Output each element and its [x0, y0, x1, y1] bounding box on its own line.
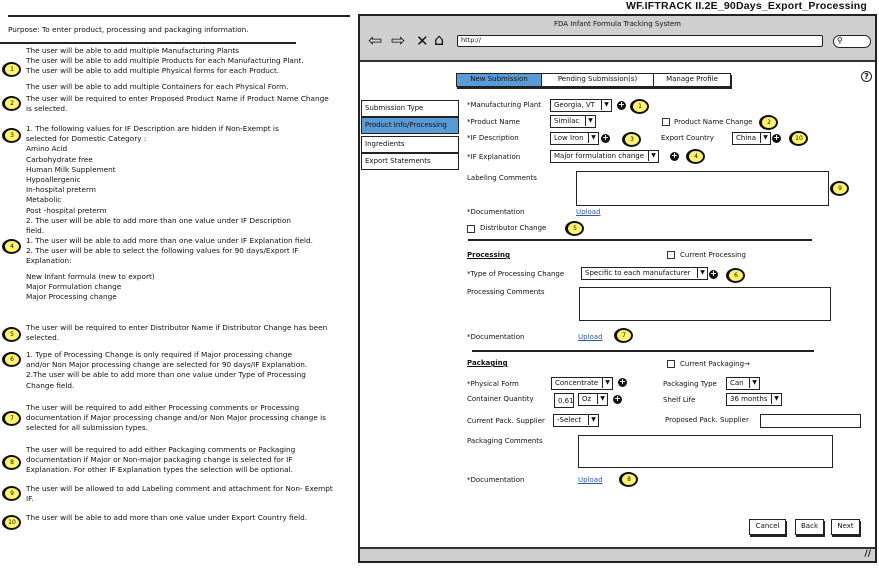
documentation-label: *Documentation: [467, 208, 525, 216]
add-physical-form-icon[interactable]: +: [619, 377, 626, 386]
note-line: In-hospital preterm: [26, 185, 96, 195]
note-line: The user will be able to add multiple Containers for each Physical Form.: [26, 81, 289, 91]
physical-form-select[interactable]: [551, 377, 613, 390]
note-badge-3: 3: [2, 128, 21, 143]
tab-new-submission[interactable]: New Submission: [456, 73, 542, 87]
note-line: The user will be required to enter Distributor Name if Distributor Change has been: [26, 323, 328, 332]
selected-value: Georgia, VT: [554, 101, 595, 109]
note-line: and/or Non Major processing change are selected for 90 days/IF Explanation.: [26, 360, 308, 370]
selected-value: Major formulation change: [554, 152, 645, 160]
annotation-badge-10: 10: [789, 131, 808, 146]
documentation-label: *Documentation: [467, 333, 525, 341]
note-line: Major Formulation change: [26, 281, 122, 291]
manufacturing-plant-label: *Manufacturing Plant: [467, 101, 542, 109]
note-line: The user will be required to add either Packaging comments or Packaging: [26, 445, 296, 454]
note-block: [26, 124, 348, 236]
annotation-badge-9: 9: [830, 181, 849, 196]
note-line: is selected.: [26, 104, 68, 114]
browser-title: FDA Infant Formula Tracking System: [554, 20, 681, 28]
current-packaging-label: Current Packaging→: [680, 360, 750, 368]
if-description-select[interactable]: [550, 132, 599, 145]
dropdown-arrow-icon: ▼: [588, 415, 598, 425]
selected-value: Specific to each manufacturer: [585, 269, 691, 277]
divider: [8, 15, 350, 17]
if-explanation-select[interactable]: [550, 150, 659, 163]
processing-comments-label: Processing Comments: [467, 288, 545, 296]
note-badge-2: 2: [2, 96, 21, 111]
sidebar-item-export-statements[interactable]: Export Statements: [361, 153, 459, 170]
processing-upload-link[interactable]: Upload: [578, 333, 603, 341]
packaging-upload-link[interactable]: Upload: [578, 476, 603, 484]
note-line: selected for all submission types.: [26, 423, 148, 433]
annotation-badge-7: 7: [614, 328, 633, 343]
dropdown-arrow-icon: ▼: [597, 394, 607, 404]
processing-header: Processing: [467, 251, 511, 259]
annotation-badge-4: 4: [686, 149, 705, 164]
note-badge-7: 7: [2, 411, 21, 426]
current-supplier-label: Current Pack. Supplier: [467, 417, 545, 425]
search-box[interactable]: [833, 35, 871, 48]
divider: [0, 42, 296, 44]
shelf-life-select[interactable]: [726, 393, 782, 406]
note-block: [26, 513, 348, 523]
annotation-badge-3: 3: [622, 132, 641, 147]
home-icon[interactable]: ⌂: [434, 30, 445, 49]
note-line: 2.The user will be able to add more than one value under Type of Processing: [26, 370, 306, 380]
note-line: field.: [26, 226, 45, 236]
dropdown-arrow-icon: ▼: [749, 378, 759, 388]
forward-arrow-icon[interactable]: ⇨: [391, 31, 406, 51]
note-line: selected.: [26, 333, 60, 343]
physical-form-label: *Physical Form: [467, 380, 519, 388]
annotation-badge-1: 1: [630, 99, 649, 114]
packaging-header: Packaging: [467, 359, 508, 367]
search-icon: ⚲: [837, 36, 843, 45]
note-badge-1: 1: [2, 62, 21, 77]
note-line: Metabolic: [26, 195, 62, 205]
note-line: Major Processing change: [26, 292, 117, 302]
note-line: Change field.: [26, 380, 75, 390]
labeling-upload-link[interactable]: Upload: [576, 208, 601, 216]
note-badge-8: 8: [2, 455, 21, 470]
dropdown-arrow-icon: ▼: [760, 133, 770, 143]
annotation-badge-8: 8: [619, 472, 638, 487]
documentation-label: *Documentation: [467, 476, 525, 484]
annotation-badge-2: 2: [759, 115, 778, 130]
purpose-text: Purpose: To enter product, processing and packaging information.: [8, 25, 249, 34]
tab-pending-submissions[interactable]: Pending Submission(s): [541, 73, 654, 87]
selected-value: Low Iron: [554, 134, 584, 142]
note-line: Explanation:: [26, 256, 72, 266]
if-explanation-label: *IF Explanation: [467, 153, 521, 161]
proposed-supplier-input[interactable]: [760, 414, 861, 428]
note-badge-4: 4: [2, 239, 21, 254]
note-line: selected for Domestic Category :: [26, 134, 147, 144]
export-country-select[interactable]: [732, 132, 771, 145]
resize-grip-icon[interactable]: //: [864, 549, 871, 559]
note-line: Hypoallergenic: [26, 175, 81, 185]
container-quantity-input[interactable]: 0.61: [554, 393, 574, 408]
distributor-change-label: Distributor Change: [480, 224, 547, 232]
container-unit-select[interactable]: [578, 393, 608, 406]
proposed-supplier-label: Proposed Pack. Supplier: [665, 416, 749, 424]
selected-value: Oz: [582, 395, 592, 403]
labeling-comments-textarea[interactable]: [576, 171, 829, 206]
note-line: 2. The user will be able to select the following values for 90 days/Export IF: [26, 246, 299, 256]
note-line: 1. The following values for IF Description are hidden if Non-Exempt is: [26, 124, 279, 133]
note-line: IF.: [26, 494, 34, 504]
note-line: The user will be able to add more than one value under Export Country field.: [26, 513, 308, 522]
note-badge-6: 6: [2, 352, 21, 367]
packaging-type-label: Packaging Type: [663, 380, 717, 388]
note-block: [26, 484, 348, 504]
note-block: [26, 236, 348, 302]
note-line: The user will be able to add multiple Manufacturing Plants: [26, 46, 240, 55]
sidebar-item-ingredients[interactable]: Ingredients: [361, 136, 459, 153]
note-block: [26, 445, 348, 476]
note-line: Carbohydrate free: [26, 154, 93, 164]
note-block: [26, 350, 348, 391]
divider: [472, 350, 814, 352]
if-description-label: *IF Description: [467, 134, 519, 142]
labeling-comments-label: Labeling Comments: [467, 174, 537, 182]
browser-chrome: [360, 16, 875, 62]
note-line: Human Milk Supplement: [26, 164, 116, 174]
product-name-label: *Product Name: [467, 118, 520, 126]
product-name-select[interactable]: [550, 115, 596, 128]
distributor-change-checkbox[interactable]: [467, 225, 475, 233]
sidebar-item-product-info[interactable]: Product Info/Processing: [361, 117, 459, 134]
current-processing-checkbox[interactable]: [667, 251, 675, 259]
add-if-description-icon[interactable]: +: [602, 133, 609, 142]
processing-comments-textarea[interactable]: [579, 287, 831, 321]
note-badge-5: 5: [2, 327, 21, 342]
shelf-life-label: Shelf Life: [663, 396, 696, 404]
note-line: Amino Acid: [26, 144, 68, 154]
selected-value: 36 months: [730, 395, 768, 403]
product-name-change-checkbox[interactable]: [662, 118, 670, 126]
manufacturing-plant-select[interactable]: [550, 99, 612, 112]
next-button[interactable]: Next: [831, 519, 860, 535]
divider: [468, 239, 812, 241]
selected-value: China: [736, 134, 756, 142]
add-export-country-icon[interactable]: +: [773, 133, 780, 142]
url-bar[interactable]: http://: [457, 35, 823, 47]
stop-icon[interactable]: ✕: [416, 32, 429, 50]
note-line: 1. Type of Processing Change is only required if Major processing change: [26, 350, 293, 359]
add-if-explanation-icon[interactable]: +: [671, 151, 678, 160]
note-line: 2. The user will be able to add more than one value under IF Description: [26, 215, 292, 225]
type-processing-select[interactable]: [581, 267, 708, 280]
back-button[interactable]: Back: [795, 519, 824, 535]
product-name-change-label: Product Name Change: [674, 118, 753, 126]
note-line: The user will be able to add multiple Physical forms for each Product.: [26, 66, 280, 76]
add-processing-type-icon[interactable]: +: [710, 269, 717, 278]
cancel-button[interactable]: Cancel: [749, 519, 786, 535]
help-icon[interactable]: ?: [861, 71, 872, 82]
container-quantity-label: Container Quantity: [467, 395, 534, 403]
note-badge-10: 10: [2, 515, 21, 530]
dropdown-arrow-icon: ▼: [771, 394, 781, 404]
selected-value: Concentrate: [555, 379, 599, 387]
selected-value: Can: [730, 379, 744, 387]
back-arrow-icon[interactable]: ⇦: [368, 31, 383, 51]
tab-manage-profile[interactable]: Manage Profile: [653, 73, 731, 87]
note-block: [26, 403, 348, 434]
selected-value: -Select: [557, 416, 582, 424]
dropdown-arrow-icon: ▼: [585, 116, 595, 126]
note-line: New Infant formula (new to export): [26, 271, 155, 281]
current-processing-label: Current Processing: [680, 251, 746, 259]
sidebar-item-submission-type[interactable]: Submission Type: [361, 100, 459, 117]
note-line: Explanation. For other IF Explanation types the selection will be optional.: [26, 465, 293, 475]
annotation-badge-5: 5: [565, 221, 584, 236]
note-badge-9: 9: [2, 486, 21, 501]
document-title: WF.IFTRACK II.2E_90Days_Export_Processing: [625, 0, 867, 12]
type-processing-label: *Type of Processing Change: [467, 270, 565, 278]
dropdown-arrow-icon: ▼: [697, 268, 707, 278]
dropdown-arrow-icon: ▼: [588, 133, 598, 143]
note-line: The user will be required to add either Processing comments or Processing: [26, 403, 300, 412]
packaging-comments-textarea[interactable]: [578, 435, 833, 468]
dropdown-arrow-icon: ▼: [602, 378, 612, 388]
note-line: 1. The user will be able to add more than one value under IF Explanation field.: [26, 236, 314, 245]
add-plant-icon[interactable]: +: [618, 100, 625, 109]
add-container-icon[interactable]: +: [614, 394, 621, 403]
note-line: The user will be able to add multiple Products for each Manufacturing Plant.: [26, 56, 304, 66]
current-packaging-checkbox[interactable]: [667, 360, 675, 368]
note-line: documentation if Major processing change and/or Non Major processing change is: [26, 413, 326, 423]
annotation-badge-6: 6: [726, 268, 745, 283]
export-country-label: Export Country: [661, 134, 714, 142]
selected-value: Similac: [554, 117, 580, 125]
packaging-comments-label: Packaging Comments: [467, 437, 543, 445]
status-bar: [360, 547, 875, 561]
note-block: [26, 94, 348, 114]
packaging-type-select[interactable]: [726, 377, 760, 390]
dropdown-arrow-icon: ▼: [648, 151, 658, 161]
note-line: The user will be required to enter Proposed Product Name if Product Name Change: [26, 94, 329, 103]
note-line: documentation if Major or Non-major packaging change is selected for IF: [26, 455, 293, 465]
note-line: Post -hospital preterm: [26, 205, 107, 215]
note-block: [26, 323, 348, 343]
current-supplier-select[interactable]: [553, 414, 599, 427]
note-block: [26, 46, 348, 92]
note-line: The user will be allowed to add Labeling comment and attachment for Non- Exempt: [26, 484, 333, 493]
dropdown-arrow-icon: ▼: [601, 100, 611, 110]
